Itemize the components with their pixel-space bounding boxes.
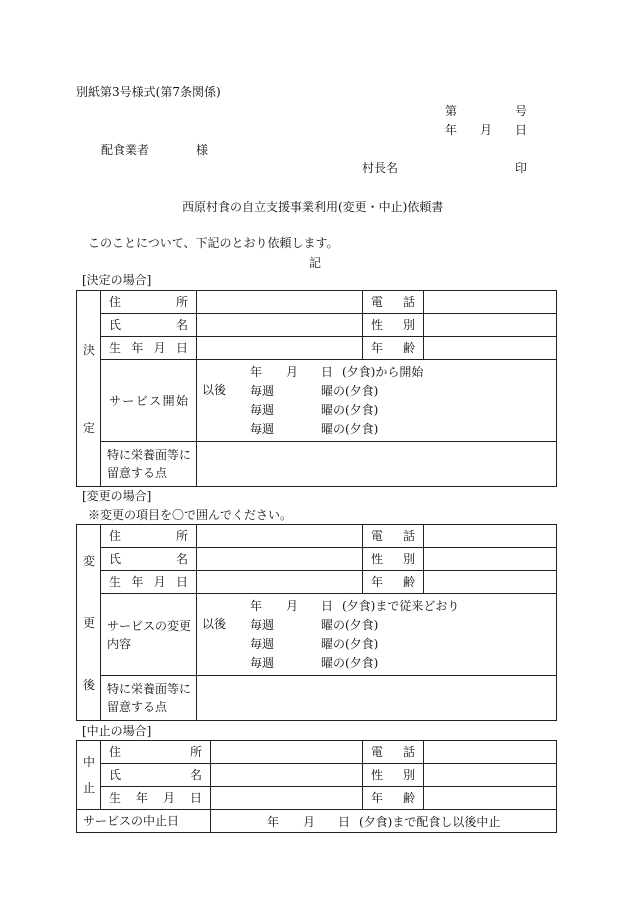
decision-weekly-1: 毎週 [250, 383, 275, 398]
change-start-rest: (夕食)まで従来どおり [342, 598, 460, 613]
stop-sex-field[interactable] [424, 764, 557, 787]
change-note-field[interactable] [197, 676, 557, 721]
change-sex-label: 性 別 [363, 548, 424, 571]
change-phone-label: 電 話 [363, 525, 424, 548]
change-sex-field[interactable] [424, 548, 557, 571]
change-service-content[interactable] [197, 594, 557, 676]
date-day: 日 [515, 123, 528, 137]
decision-phone-label: 電 話 [363, 291, 424, 314]
decision-side-label: 決 定 [77, 291, 101, 487]
decision-weekly-3: 毎週 [250, 421, 275, 436]
decision-section-label: [決定の場合] [82, 273, 152, 287]
stop-address-field[interactable] [211, 741, 363, 764]
change-igo: 以後 [202, 616, 227, 631]
change-birth-label: 生 年 月 日 [101, 571, 197, 594]
stop-name-label: 氏 名 [101, 764, 211, 787]
change-address-label: 住 所 [101, 525, 197, 548]
vendor-sama: 様 [196, 143, 209, 157]
stop-name-field[interactable] [211, 764, 363, 787]
decision-start-year: 年 [250, 364, 263, 379]
vendor-label: 配食業者 [101, 143, 150, 157]
stop-age-label: 年 齢 [363, 787, 424, 810]
decision-table [76, 290, 557, 487]
change-name-label: 氏 名 [101, 548, 197, 571]
change-address-field[interactable] [197, 525, 363, 548]
stop-date-label: サービスの中止日 [77, 810, 211, 833]
change-side-label: 変 更 後 [77, 525, 101, 721]
mayor-label: 村長名 [362, 161, 399, 175]
decision-name-field[interactable] [197, 314, 363, 337]
decision-address-field[interactable] [197, 291, 363, 314]
decision-service-label: サ ー ビ ス 開 始 [101, 360, 197, 442]
stop-rest: (夕食)まで配食し以後中止 [359, 814, 501, 829]
stop-address-label: 住 所 [101, 741, 211, 764]
ki-mark: 記 [309, 256, 322, 270]
decision-age-field[interactable] [424, 337, 557, 360]
change-age-label: 年 齢 [363, 571, 424, 594]
document-title: 西原村食の自立支援事業利用(変更・中止)依頼書 [182, 200, 444, 214]
date-year: 年 [445, 123, 458, 137]
change-note-label: 特に栄養面等に 留意する点 [101, 676, 197, 721]
decision-start-day: 日 [321, 364, 334, 379]
decision-igo: 以後 [202, 382, 227, 397]
decision-youbi-1: 曜の(夕食) [321, 383, 379, 398]
change-weekly-3: 毎週 [250, 655, 275, 670]
stop-birth-field[interactable] [211, 787, 363, 810]
decision-birth-label: 生 年 月 日 [101, 337, 197, 360]
decision-birth-field[interactable] [197, 337, 363, 360]
decision-note-label: 特に栄養面等に 留意する点 [101, 442, 197, 487]
change-start-month: 月 [286, 598, 299, 613]
date-month: 月 [480, 123, 493, 137]
stop-day: 日 [338, 814, 351, 829]
stop-sex-label: 性 別 [363, 764, 424, 787]
change-section-label: [変更の場合] [82, 489, 152, 503]
change-table [76, 524, 557, 721]
change-youbi-2: 曜の(夕食) [321, 636, 379, 651]
decision-note-field[interactable] [197, 442, 557, 487]
form-number: 別紙第3号様式(第7条関係) [76, 85, 221, 99]
change-start-day: 日 [321, 598, 334, 613]
stop-phone-field[interactable] [424, 741, 557, 764]
doc-number-go: 号 [515, 104, 528, 118]
decision-address-label: 住 所 [101, 291, 197, 314]
decision-start-month: 月 [286, 364, 299, 379]
change-birth-field[interactable] [197, 571, 363, 594]
change-instruction: ※変更の項目を〇で囲んでください。 [88, 508, 293, 522]
decision-age-label: 年 齢 [363, 337, 424, 360]
decision-weekly-2: 毎週 [250, 402, 275, 417]
decision-start-rest: (夕食)から開始 [342, 364, 424, 379]
change-youbi-3: 曜の(夕食) [321, 655, 379, 670]
change-service-label: サービスの変更 内容 [101, 594, 197, 676]
stop-year: 年 [267, 814, 280, 829]
change-weekly-2: 毎週 [250, 636, 275, 651]
change-start-year: 年 [250, 598, 263, 613]
change-phone-field[interactable] [424, 525, 557, 548]
change-name-field[interactable] [197, 548, 363, 571]
decision-sex-field[interactable] [424, 314, 557, 337]
seal-mark: 印 [515, 161, 528, 175]
decision-phone-field[interactable] [424, 291, 557, 314]
decision-sex-label: 性 別 [363, 314, 424, 337]
decision-name-label: 氏 名 [101, 314, 197, 337]
decision-youbi-3: 曜の(夕食) [321, 421, 379, 436]
stop-section-label: [中止の場合] [82, 724, 152, 738]
change-age-field[interactable] [424, 571, 557, 594]
stop-table [76, 740, 557, 833]
stop-birth-label: 生 年 月 日 [101, 787, 211, 810]
decision-service-content[interactable] [197, 360, 557, 442]
stop-date-content[interactable] [211, 810, 557, 833]
intro-text: このことについて、下記のとおり依頼します。 [88, 236, 339, 250]
doc-number-dai: 第 [445, 104, 458, 118]
stop-age-field[interactable] [424, 787, 557, 810]
stop-side-label: 中 止 [77, 741, 101, 810]
decision-youbi-2: 曜の(夕食) [321, 402, 379, 417]
change-weekly-1: 毎週 [250, 617, 275, 632]
stop-month: 月 [303, 814, 316, 829]
change-youbi-1: 曜の(夕食) [321, 617, 379, 632]
stop-phone-label: 電 話 [363, 741, 424, 764]
